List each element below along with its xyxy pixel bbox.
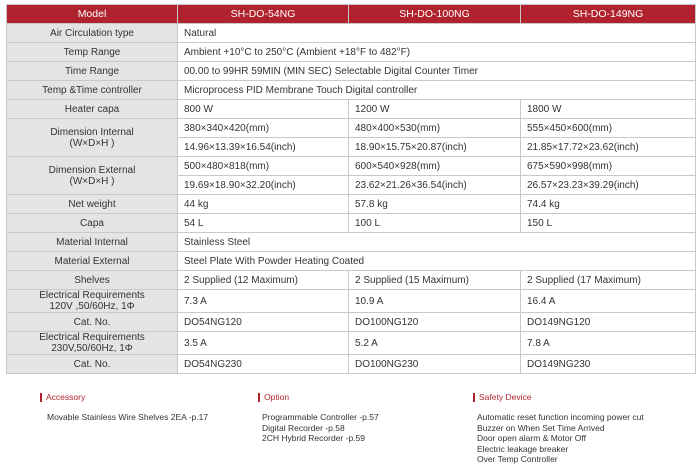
row-value: 600×540×928(mm) <box>349 157 521 176</box>
row-value: Microprocess PID Membrane Touch Digital controller <box>178 81 696 100</box>
row-value: 500×480×818(mm) <box>178 157 349 176</box>
section-title: Option <box>264 392 290 402</box>
row-label: Heater capa <box>7 100 178 119</box>
row-material-external <box>7 252 696 271</box>
section-heading <box>473 391 644 403</box>
row-label: Cat. No. <box>7 313 178 332</box>
row-label-line: 230V,50/60Hz, 1Φ <box>51 343 133 354</box>
row-value: 480×400×530(mm) <box>349 119 521 138</box>
row-capa <box>7 214 696 233</box>
row-air-circulation <box>7 24 696 43</box>
row-label: Time Range <box>7 62 178 81</box>
row-label-line: Dimension Internal <box>50 126 134 138</box>
row-value: Ambient +10°C to 250°C (Ambient +18°F to 482°F) <box>178 43 696 62</box>
list-item: Movable Stainless Wire Shelves 2EA -p.17 <box>47 412 209 422</box>
row-label-line: Electrical Requirements <box>39 290 145 301</box>
row-value: 7.8 A <box>521 332 696 355</box>
row-dimension-external-mm <box>7 157 696 176</box>
row-value: 1800 W <box>521 100 696 119</box>
row-value: 16.4 A <box>521 290 696 313</box>
accessory-list <box>47 412 208 423</box>
row-value: 2 Supplied (12 Maximum) <box>178 271 349 290</box>
row-label: Material External <box>7 252 178 271</box>
row-value: 380×340×420(mm) <box>178 119 349 138</box>
section-heading <box>258 391 379 403</box>
safety-device-section <box>473 391 644 465</box>
row-value: 2 Supplied (15 Maximum) <box>349 271 521 290</box>
list-item: Automatic reset function incoming power cut <box>477 412 644 422</box>
row-label-line: Electrical Requirements <box>39 332 145 343</box>
row-value: 18.90×15.75×20.87(inch) <box>349 138 521 157</box>
row-label-line: 120V ,50/60Hz, 1Φ <box>49 301 135 312</box>
row-label: Net weight <box>7 195 178 214</box>
row-value: 44 kg <box>178 195 349 214</box>
row-value: DO149NG230 <box>521 355 696 374</box>
list-item: Over Temp Controller <box>477 454 558 464</box>
row-value: DO100NG120 <box>349 313 521 332</box>
row-value: Natural <box>178 24 696 43</box>
row-label: Capa <box>7 214 178 233</box>
row-value: 26.57×23.23×39.29(inch) <box>521 176 696 195</box>
row-value: Steel Plate With Powder Heating Coated <box>178 252 696 271</box>
header-model-1: SH-DO-54NG <box>178 5 349 24</box>
row-material-internal <box>7 233 696 252</box>
row-value: 10.9 A <box>349 290 521 313</box>
row-value: 74.4 kg <box>521 195 696 214</box>
row-label <box>7 332 178 355</box>
row-value: 23.62×21.26×36.54(inch) <box>349 176 521 195</box>
row-time-range <box>7 62 696 81</box>
section-title: Accessory <box>46 392 86 402</box>
header-row <box>7 5 696 24</box>
row-label <box>7 157 178 195</box>
row-label <box>7 290 178 313</box>
section-heading <box>40 391 208 403</box>
spec-table <box>6 4 696 374</box>
header-model-2: SH-DO-100NG <box>349 5 521 24</box>
row-value: 675×590×998(mm) <box>521 157 696 176</box>
row-value: DO149NG120 <box>521 313 696 332</box>
row-electrical-230v <box>7 332 696 355</box>
accent-bar <box>40 393 42 402</box>
list-item: Door open alarm & Motor Off <box>477 433 586 443</box>
row-dimension-internal-mm <box>7 119 696 138</box>
row-label: Temp &Time controller <box>7 81 178 100</box>
header-model-label: Model <box>7 5 178 24</box>
row-label: Shelves <box>7 271 178 290</box>
row-shelves <box>7 271 696 290</box>
row-value: 100 L <box>349 214 521 233</box>
row-value: 19.69×18.90×32.20(inch) <box>178 176 349 195</box>
row-value: 54 L <box>178 214 349 233</box>
row-temp-range <box>7 43 696 62</box>
row-label: Air Circulation type <box>7 24 178 43</box>
list-item: Digital Recorder -p.58 <box>262 422 345 433</box>
row-label-line: Dimension External <box>48 164 136 176</box>
row-value: 555×450×600(mm) <box>521 119 696 138</box>
row-heater-capa <box>7 100 696 119</box>
list-item: Electric leakage breaker <box>477 443 569 454</box>
option-list <box>262 412 379 444</box>
accessory-section <box>40 391 208 423</box>
row-cat-no-120 <box>7 313 696 332</box>
safety-list <box>477 412 644 465</box>
row-value: 14.96×13.39×16.54(inch) <box>178 138 349 157</box>
row-label-line: (W×D×H ) <box>69 175 115 187</box>
row-value: 3.5 A <box>178 332 349 355</box>
row-value: 800 W <box>178 100 349 119</box>
list-item: Programmable Controller -p.57 <box>262 412 379 422</box>
list-item: 2CH Hybrid Recorder -p.59 <box>262 433 365 443</box>
list-item: Buzzer on When Set Time Arrived <box>477 422 605 433</box>
row-value: 57.8 kg <box>349 195 521 214</box>
row-value: 00.00 to 99HR 59MIN (MIN SEC) Selectable Digital Counter Timer <box>178 62 696 81</box>
row-label: Temp Range <box>7 43 178 62</box>
accent-bar <box>258 393 260 402</box>
option-section <box>258 391 379 444</box>
row-value: 5.2 A <box>349 332 521 355</box>
header-model-3: SH-DO-149NG <box>521 5 696 24</box>
row-label: Material Internal <box>7 233 178 252</box>
row-net-weight <box>7 195 696 214</box>
row-value: DO100NG230 <box>349 355 521 374</box>
row-controller <box>7 81 696 100</box>
row-value: 7.3 A <box>178 290 349 313</box>
section-title: Safety Device <box>479 392 532 402</box>
row-value: DO54NG230 <box>178 355 349 374</box>
row-value: DO54NG120 <box>178 313 349 332</box>
row-cat-no-230 <box>7 355 696 374</box>
row-value: 150 L <box>521 214 696 233</box>
row-value: 2 Supplied (17 Maximum) <box>521 271 696 290</box>
accent-bar <box>473 393 475 402</box>
row-electrical-120v <box>7 290 696 313</box>
row-label-line: (W×D×H ) <box>69 137 115 149</box>
row-label: Cat. No. <box>7 355 178 374</box>
row-value: 1200 W <box>349 100 521 119</box>
row-label <box>7 119 178 157</box>
row-value: Stainless Steel <box>178 233 696 252</box>
row-value: 21.85×17.72×23.62(inch) <box>521 138 696 157</box>
